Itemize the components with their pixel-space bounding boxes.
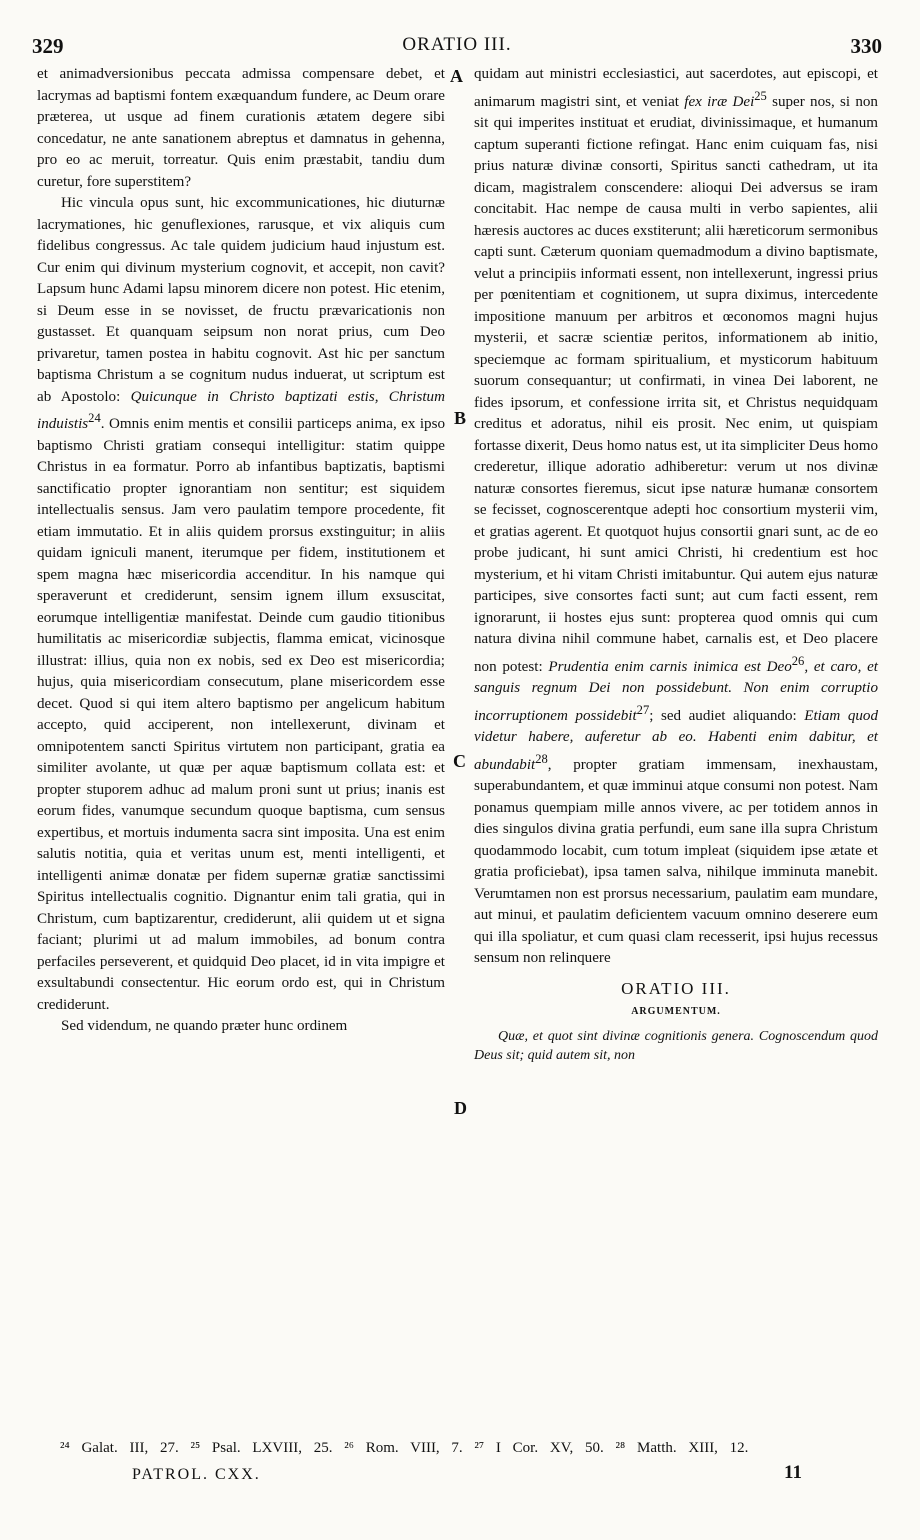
page-number-left: 329 — [32, 34, 64, 58]
paragraph — [474, 64, 878, 970]
margin-letter-d: D — [454, 1098, 467, 1118]
page-number-right: 330 — [850, 34, 882, 58]
scripture-quote: Prudentia enim carnis inimica est Deo — [548, 658, 792, 675]
section-summary: Quæ, et quot sint divinæ cognitionis genera. Cognoscendum quod Deus sit; quid autem sit, non — [474, 1028, 878, 1063]
right-column — [474, 64, 878, 1065]
text-run: quidam aut ministri ecclesiastici, aut sacerdotes, aut episcopi, et animarum magistri sint, et veniat — [474, 66, 878, 110]
signature-mark: 11 — [784, 1462, 802, 1483]
section-argument-label: ARGUMENTUM. — [631, 1006, 721, 1018]
footnote-ref: 28 — [535, 751, 548, 766]
text-run: Hic vincula opus sunt, hic excommunicationes, hic diuturnæ lacrymationes, hic genuflexiones, rarusque, et vix aliquis cum fidelibus congressus. Ac tale quidem judicium haud injustum est. Cur enim qui divinum mysterium cognovit, et accepit, non cavit? Lapsum hunc Adami lapsu minorem dicere non potest. Hic etenim, si Deum esse in se novisset, de fructu prævaricationis non gustasset. Et quanquam seipsum non norat prius, cum Deo privaretur, tamen postea in habitu cognovit. Ast hic per sanctum baptisma Christum a se cognitum nudus induerat, ut scriptum est ab Apostolo: — [37, 195, 445, 405]
paragraph: Sed videndum, ne quando præter hunc ordinem — [61, 1018, 348, 1035]
text-run: , propter gratiam immensam, inexhaustam, superabundantem, et quæ imminui atque consumi non potest. Nam ponamus quempiam mille annos vivere, ac per totidem annos in dies singulos divina gratia perfundi, eum sane illa supra Christum quodammodo locabit, cum totum impleat (siquidem ipse ætate et gratia proficiebat), ipsa tamen salva, nihilque imminuta manebit. Verumtamen non est prorsus necessarium, paulatim eam mundare, aut minui, et paulatim deficientem vacuum omnino deserere eum qui illa spoliatur, et cum quasi clam recesserit, ipsi hujus recessus sensum non relinquere — [474, 756, 878, 967]
footnote-ref: 24 — [88, 411, 101, 425]
footnotes: ²⁴ Galat. III, 27. ²⁵ Psal. LXVIII, 25. ²⁶ Rom. VIII, 7. ²⁷ I Cor. XV, 50. ²⁸ Matth. XIII, 12. — [60, 1440, 749, 1456]
volume-label: PATROL. CXX. — [132, 1466, 261, 1483]
running-header — [32, 34, 882, 60]
scripture-quote: , et caro, et sanguis regnum Dei non possidebunt. Non enim corruptio incorruptionem possidebit — [474, 658, 878, 724]
footnote-ref: 27 — [636, 702, 650, 717]
margin-letter-a: A — [450, 66, 463, 86]
margin-letter-b: B — [454, 408, 467, 428]
text-run: . Omnis enim mentis et consilii particeps anima, ex ipso baptismo Christi gratiam consequi intelligitur: statim quippe Christus in ea formatur. Porro ab infantibus baptizatis, baptismi sanctificatio propter ignorantiam non sentitur; est siquidem intellectualis sensus. Jam vero paulatim tempore procedente, fit etiam immutatio. Et in aliis quidem prorsus exstinguitur; in aliis quidam igniculi manent, iterumque per fidem, institutionem et spem magna hæc misericordia accenditur. In his namque qui speraverunt et crediderunt, sensim ignem illum exsuscitat, eorumque intelligentiæ manifestat. Deinde cum gaudio titionibus humilitatis ac misericordiæ subjectis, flamma emicat, vicinosque illustrat: illius, quia non ex nobis, sed ex Deo est misericordia; hujus, quia misericordiam consecutum, plane misericordem esse decet. Quod si qui item altero baptismo per angelicum habitum accepto, quid acciperent, non intellexerunt, divinam et omnipotentem sancti Spiritus virtutem non participant, gratia ea similiter avolante, ut quæ per aquæ baptismum collata est: et propter stuporem adhuc ad malum proni sunt ut prius; inanis est eorum fides, vanumque secundum quoque baptisma, cum sensus expertibus, et mortuis indumenta sacra sint imposita. Una est enim salutis notitia, quia et veritas unum est, menti intelligenti, et intelligenti animæ donatæ per fidem supernæ gratiæ sanctissimi Spiritus intellectualis cognitio. Dignantur enim tali gratia, qui in Christum, cum baptizarentur, crediderunt, alii quidem ut et signa faciant; plurimi ut ad malum immobiles, ad bonum contra perfaciles perseverent, et quidquid Deo placet, id in vita impigre et exsultabundi consectentur. Hic eorum ordo est, qui in Christum crediderunt. — [37, 416, 445, 1013]
footnote-ref: 25 — [754, 88, 767, 103]
text-run: ; sed audiet aliquando: — [649, 707, 797, 724]
text-run: super nos, si non sit qui imperites instituat et erudiat, divinissimaque, et humanum captum superanti fictione refingat. Hanc enim cuiquam fas, nisi prius naturæ divinæ consorti, Spiritus sancti cathedram, ut ita dicam, magistralem conscendere: alioqui Dei adversus se iram concitabit. Hac nempe de causa multi in verbo sapientes, alii hæresis auctores ac duces exstiterunt; alii hæreticorum sermonibus capti sunt. Cæterum quoniam quemadmodum a divino baptismate, velut a principiis informati essent, non intellexerunt, ingressi prius per pœnitentiam et cognitionem, ut supra diximus, intercedente impositione manuum per arbitros et œconomos magni hujus mysterii, et sacræ scientiæ peritos, informationem ab initio, speciemque ac formam spiritualium, et mysticorum habituum suorum consequantur; ut confirmati, in vinea Dei laborent, ne fides ipsorum, et confessione irrita sit, et Christus nequidquam creditus et adoratus, nihil eis prosit. Nec enim, ut quispiam fortasse dixerit, Deus homo natus est, ut ita simpliciter Deus homo crederetur, illique adoratio adhiberetur: verum ut nos divinæ naturæ consortes fieremus, sicut ipse naturæ humanæ consortem se fecisset, cognoscerentque adepti hoc consortium mysterii vim, et gratias agerent. Et quotquot hujus consortii gnari sunt, ac de eo probe judicant, hi sunt amici Christi, hi credentium est hoc mysterium, et hi vitam Christi imitabuntur. Qui autem ejus naturæ participes, sive consortes facti sunt; aut cum facti essent, rem ignorarunt, ii hostes ejus sunt: propterea quod omnis qui cum natura divina nihil commune habet, carnalis est, et Deo placere non potest: — [474, 93, 878, 675]
footnote-ref: 26 — [791, 653, 805, 668]
scripture-quote: fex iræ Dei — [684, 93, 755, 110]
paragraph — [37, 193, 445, 1016]
margin-letter-c: C — [453, 751, 466, 771]
scripture-quote: Etiam quod videtur habere, auferetur ab eo. Habenti enim dabitur, et abundabit — [474, 707, 879, 773]
left-column — [37, 64, 445, 1038]
paragraph: et animadversionibus peccata admissa compensare debet, et lacrymas ad baptismi fontem exæquandum fundere, ac Deum orare præterea, ut usque ad finem curationis ætatem degere sibi concedatur, ne ante sanationem abreptus et damnatus in gehenna, pro eo ac meruit, torreatur. Quis enim præstabit, tandiu dum curetur, fore superstitem? — [37, 66, 445, 190]
scripture-quote: Quicunque in Christo baptizati estis, Christum induistis — [37, 388, 445, 433]
running-title: ORATIO III. — [402, 34, 512, 55]
section-title: ORATIO III. — [621, 978, 731, 998]
